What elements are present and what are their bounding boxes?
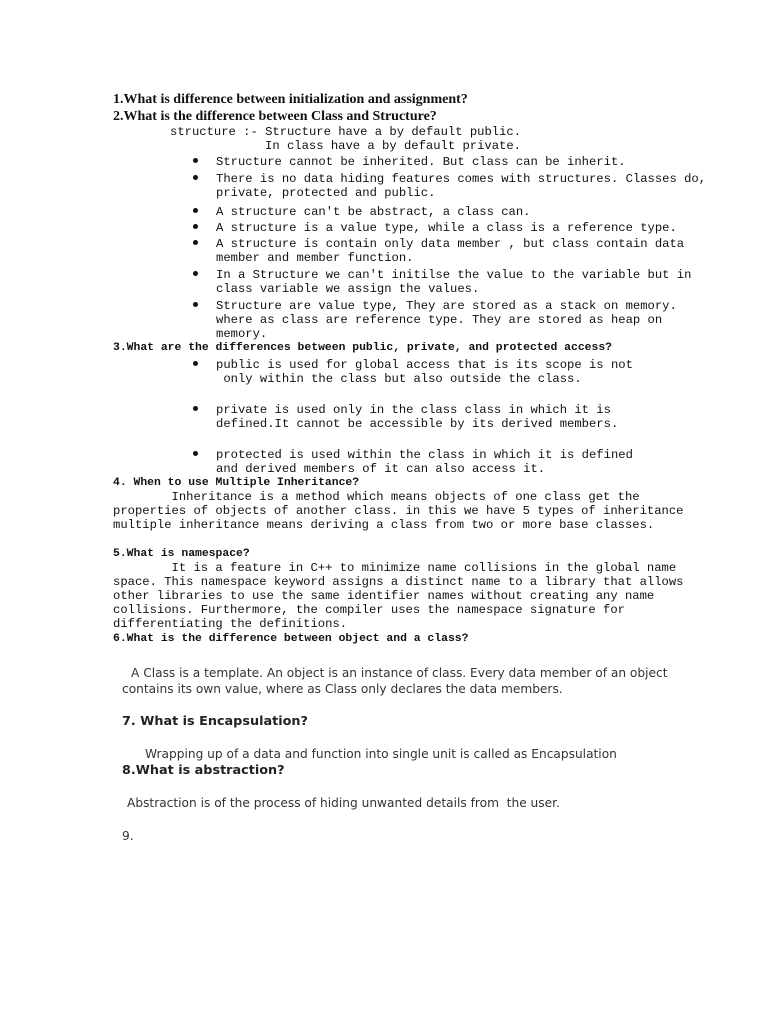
question-5-heading: 5.What is namespace?	[113, 548, 250, 560]
question-6-body-line-1: A Class is a template. An object is an instance of class. Every data member of an object	[131, 666, 668, 680]
question-2-intro-line-1: structure :- Structure have a by default public.	[170, 125, 522, 139]
bullet-icon	[193, 361, 198, 366]
bullet-icon	[193, 175, 198, 180]
bullet-icon	[193, 302, 198, 307]
list-item	[193, 448, 753, 478]
bullet-icon	[193, 451, 198, 456]
list-item-text: protected is used within the class in which it is defined and derived members of it can also access it.	[216, 448, 633, 476]
question-8-heading: 8.What is abstraction?	[122, 763, 285, 778]
bullet-icon	[193, 271, 198, 276]
list-item-text: A structure is a value type, while a class is a reference type.	[216, 221, 677, 235]
list-item	[193, 155, 753, 172]
question-3-heading: 3.What are the differences between public, private, and protected access?	[113, 342, 612, 354]
question-2-bullet-list	[193, 155, 753, 341]
question-2-intro-line-2: In class have a by default private.	[265, 139, 521, 153]
question-9-heading: 9.	[122, 829, 134, 843]
list-item-text: A structure is contain only data member , but class contain data member and member function.	[216, 237, 685, 265]
list-item-text: Structure cannot be inherited. But class can be inherit.	[216, 155, 626, 169]
list-item-text: public is used for global access that is its scope is not only within the class but also outside the class.	[216, 358, 633, 386]
question-5-body: It is a feature in C++ to minimize name collisions in the global name space. This namespace keyword assigns a distinct name to a library that allows other libraries to use the same identifier names without creating any name collisions. Furthermore, the compiler uses the namespace signature for differentiating the definitions.	[113, 561, 684, 631]
list-item	[193, 237, 753, 268]
list-item	[193, 205, 753, 221]
list-item	[193, 221, 753, 237]
list-item	[193, 358, 753, 403]
question-2-heading: 2.What is the difference between Class and Structure?	[113, 109, 437, 124]
question-8-body: Abstraction is of the process of hiding unwanted details from the user.	[127, 796, 560, 810]
bullet-icon	[193, 224, 198, 229]
question-4-body: Inheritance is a method which means objects of one class get the properties of objects of another class. in this we have 5 types of inheritance multiple inheritance means deriving a class from two or more base classes.	[113, 490, 684, 532]
question-7-body: Wrapping up of a data and function into single unit is called as Encapsulation	[145, 747, 617, 761]
list-item	[193, 299, 753, 341]
list-item	[193, 403, 753, 448]
bullet-icon	[193, 240, 198, 245]
bullet-icon	[193, 406, 198, 411]
list-item-text: Structure are value type, They are stored as a stack on memory. where as class are reference type. They are stored as heap on memory.	[216, 299, 677, 341]
list-item	[193, 268, 753, 299]
question-6-body-line-2: contains its own value, where as Class only declares the data members.	[122, 682, 563, 696]
question-1-heading: 1.What is difference between initialization and assignment?	[113, 92, 468, 107]
list-item-text: There is no data hiding features comes with structures. Classes do, private, protected and public.	[216, 172, 707, 200]
list-item-text: In a Structure we can't initilse the value to the variable but in class variable we assign the values.	[216, 268, 692, 296]
list-item	[193, 172, 753, 205]
question-7-heading: 7. What is Encapsulation?	[122, 714, 308, 729]
question-6-heading: 6.What is the difference between object and a class?	[113, 633, 469, 645]
bullet-icon	[193, 158, 198, 163]
list-item-text: A structure can't be abstract, a class can.	[216, 205, 531, 219]
question-4-heading: 4. When to use Multiple Inheritance?	[113, 477, 360, 489]
question-3-bullet-list	[193, 358, 753, 478]
list-item-text: private is used only in the class class in which it is defined.It cannot be accessible by its derived members.	[216, 403, 619, 431]
bullet-icon	[193, 208, 198, 213]
